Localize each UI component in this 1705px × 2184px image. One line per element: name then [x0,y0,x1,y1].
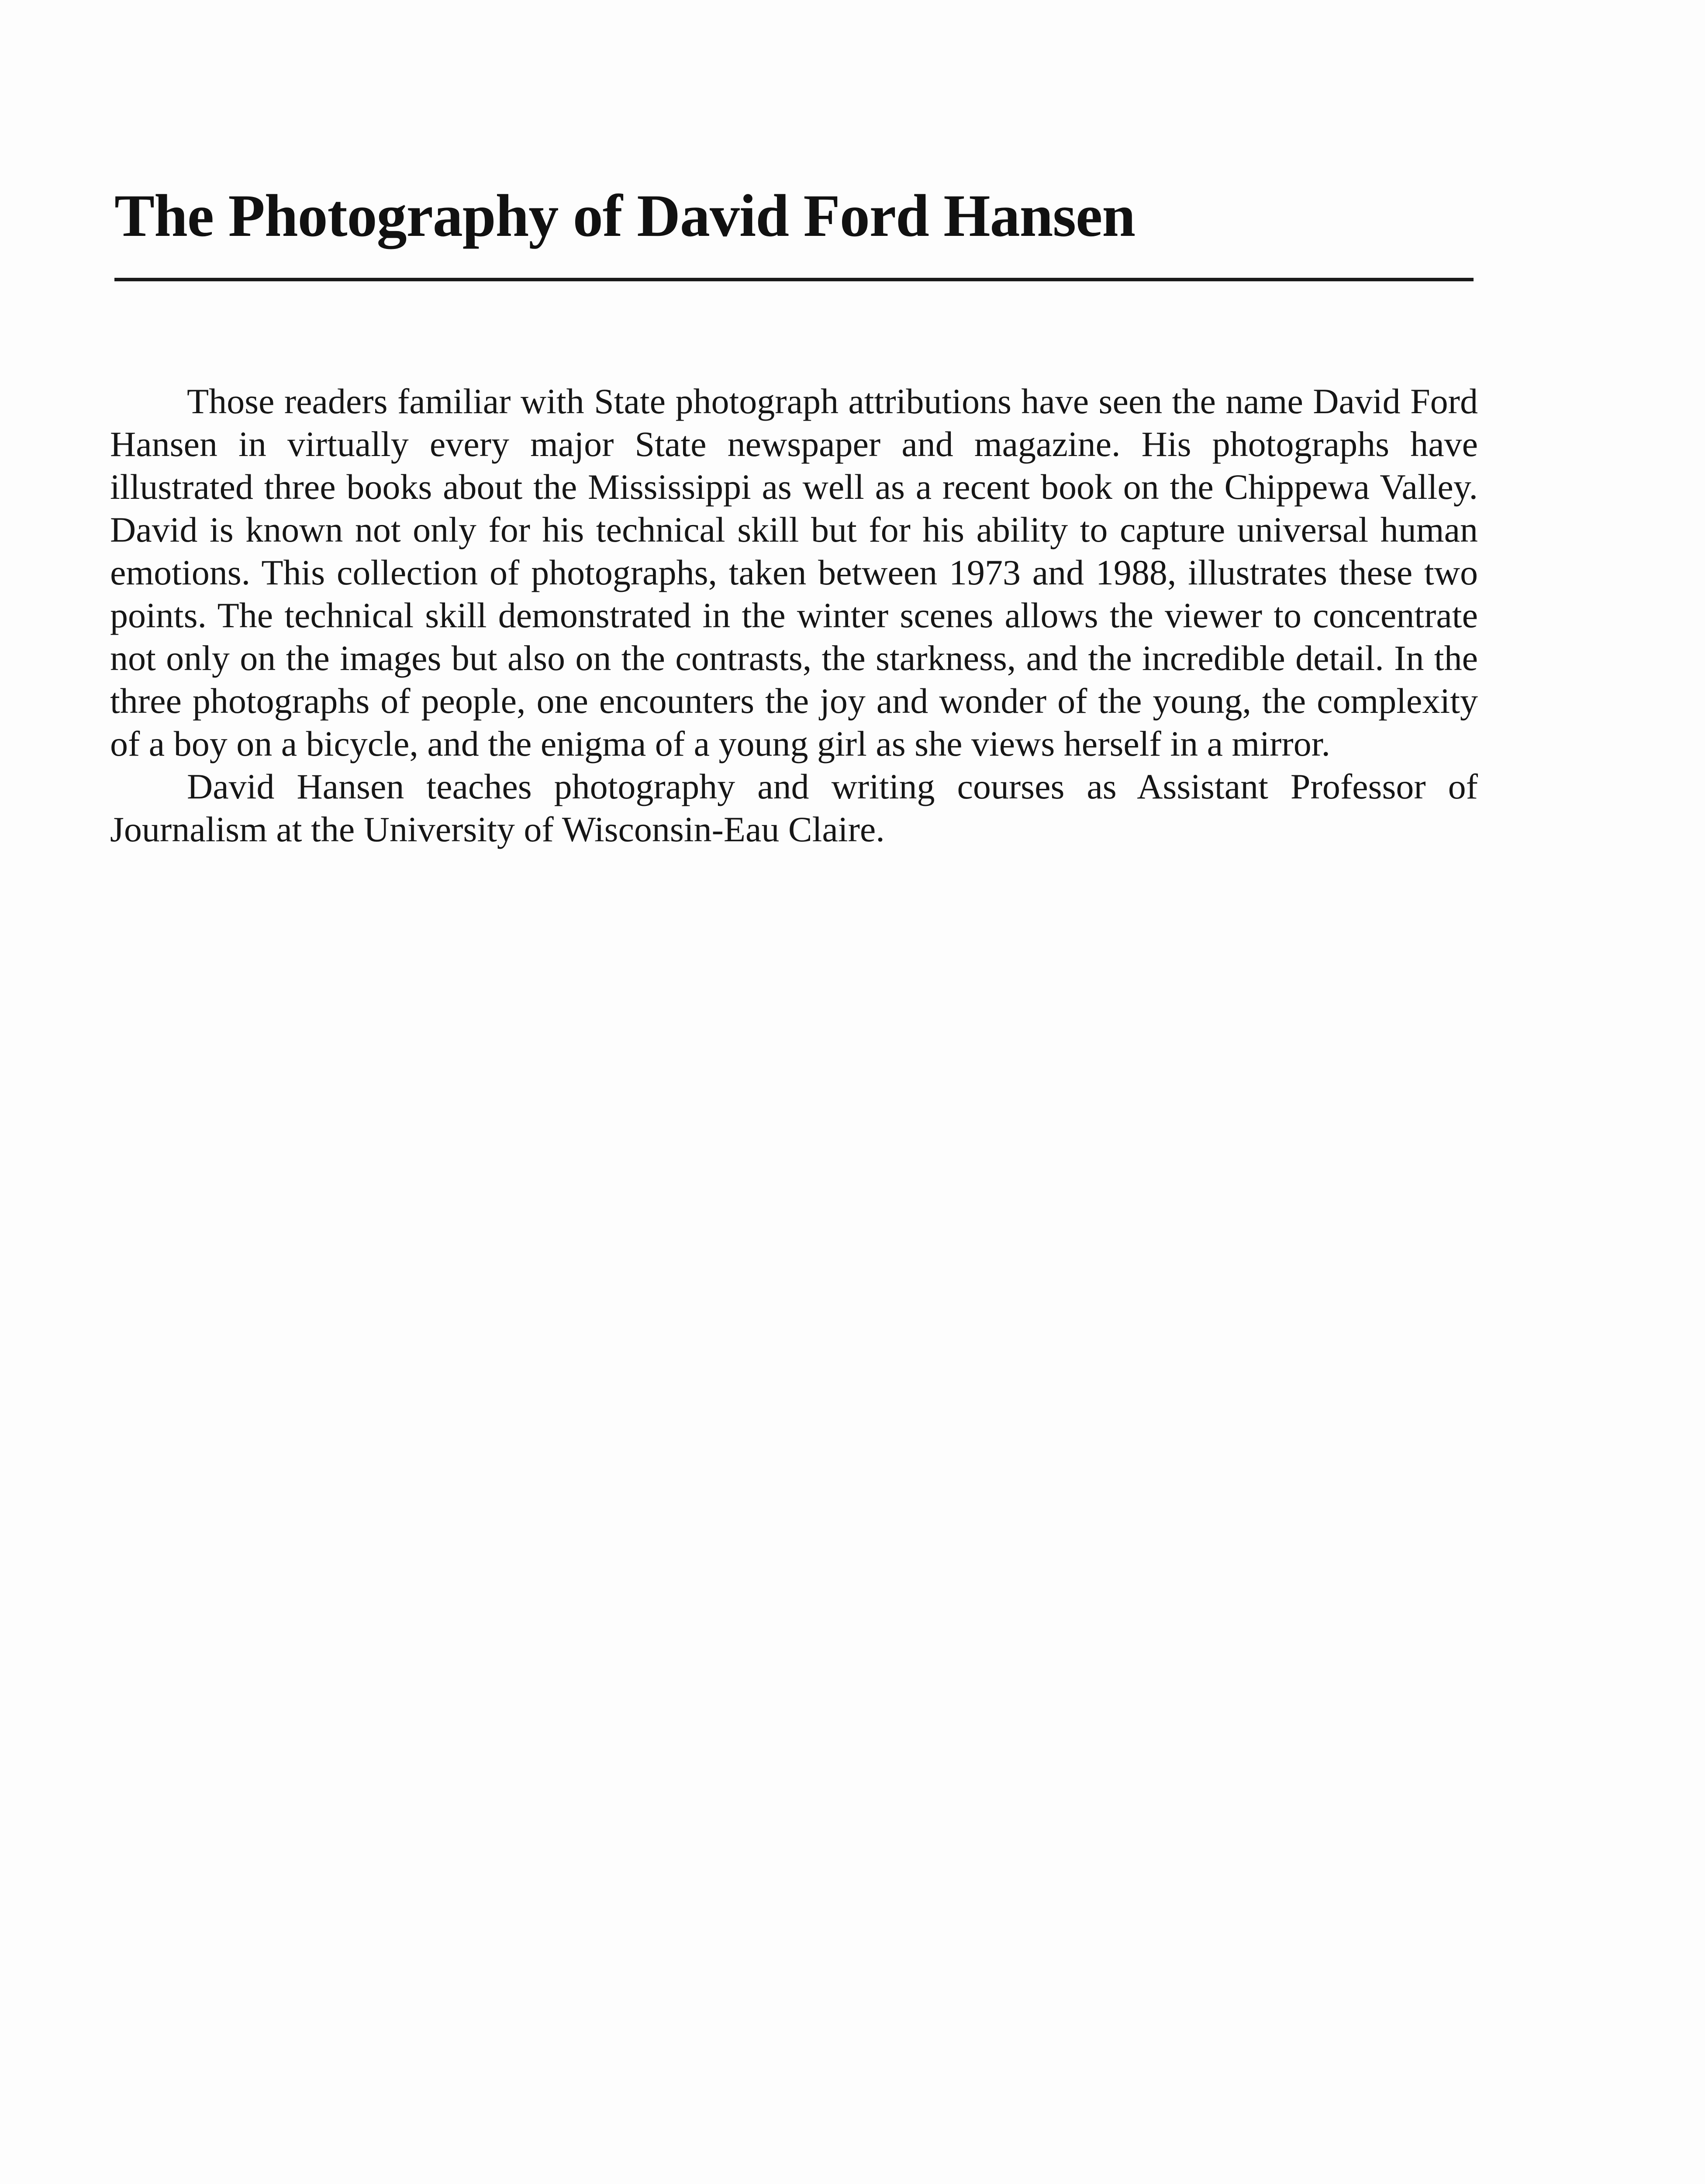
article-title: The Photography of David Ford Hansen [114,182,1136,249]
body-paragraph: David Hansen teaches photography and writing courses as Assistant Professor of Journalism at the University of Wisconsin-Eau Claire. [110,767,1478,849]
article-body [110,380,1478,851]
title-underline [114,278,1474,281]
body-paragraph: Those readers familiar with State photograph attributions have seen the name David Ford Hansen in virtually every major State newspaper and magazine. His photographs have illustrated three books about the Mississippi as well as a recent book on the Chippewa Valley. David is known not only for his technical skill but for his ability to capture universal human emotions. This collection of photographs, taken between 1973 and 1988, illustrates these two points. The technical skill demonstrated in the winter scenes allows the viewer to concentrate not only on the images but also on the contrasts, the starkness, and the incredible detail. In the three photographs of people, one encounters the joy and wonder of the young, the complexity of a boy on a bicycle, and the enigma of a young girl as she views herself in a mirror. [110,381,1478,764]
